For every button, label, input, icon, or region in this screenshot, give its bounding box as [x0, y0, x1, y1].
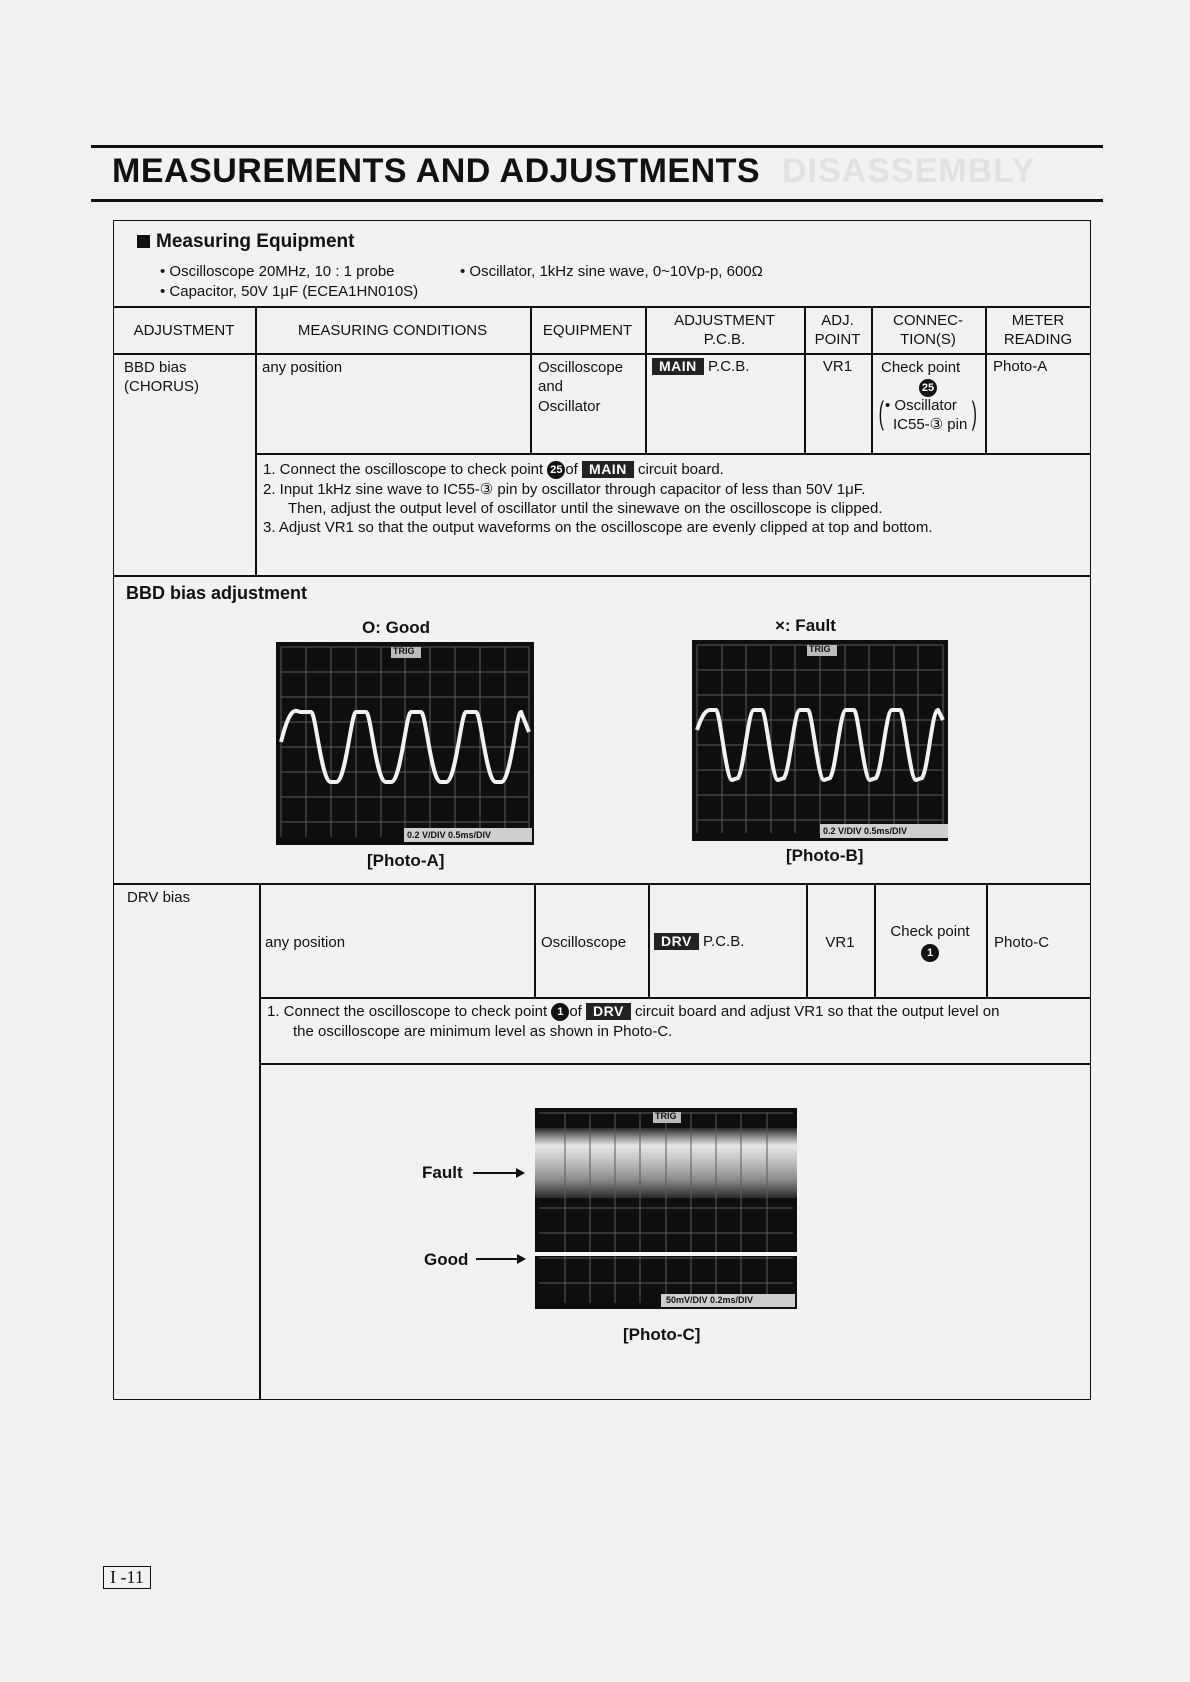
photo-c-trig: TRIG [655, 1111, 677, 1121]
checkpoint-25-icon: 25 [919, 379, 937, 397]
header-bottom-line [113, 353, 1091, 355]
bbd-step-3: 3. Adjust VR1 so that the output waveforms on the oscilloscope are evenly clipped at top and bottom. [263, 519, 933, 536]
header-meter-line2: READING [1003, 331, 1073, 348]
good-arrow-head [517, 1254, 526, 1264]
bbd-step1-of: of [565, 461, 578, 478]
photo-a-trace [276, 642, 534, 845]
drv-connection-line1: Check point [890, 923, 970, 940]
equipment-heading: Measuring Equipment [137, 231, 354, 253]
fault-label: ×: Fault [775, 616, 836, 635]
drv-step1-end: circuit board and adjust VR1 so that the output level on [635, 1003, 1000, 1020]
drv-steps-bottom-line [259, 1063, 1091, 1065]
top-rule [91, 145, 1103, 148]
bbd-equipment-line2: and [538, 378, 564, 395]
photo-c-fault-label: Fault [422, 1163, 463, 1182]
drv-pcb-tag: DRV [586, 1003, 631, 1020]
good-arrow-icon [476, 1258, 522, 1260]
bbd-adjustment-line2: (CHORUS) [124, 378, 199, 395]
header-adj-line2: POINT [814, 331, 861, 348]
header-adj-line1: ADJ. [821, 312, 854, 329]
col-line-1 [255, 306, 257, 576]
ghost-title: DISASSEMBLY [782, 152, 1036, 190]
drv-pcb-suffix: P.C.B. [702, 933, 745, 950]
bbd-step-2: 2. Input 1kHz sine wave to IC55-③ pin by oscillator through capacitor of less than 50V 1μF. [263, 481, 866, 498]
checkpoint-1-icon: 1 [551, 1003, 569, 1021]
drv-meter: Photo-C [994, 934, 1050, 951]
photo-c-good-label: Good [424, 1250, 469, 1269]
drv-conditions: any position [265, 934, 346, 951]
drv-pcb-tag: DRV [654, 933, 699, 950]
drv-equipment: Oscilloscope [541, 934, 627, 951]
photo-b-scale: 0.2 V/DIV 0.5ms/DIV [823, 826, 908, 836]
bbd-step-1 [263, 460, 724, 479]
title-underline [91, 199, 1103, 202]
photo-b-scope [692, 640, 948, 841]
header-meter-line1: METER [1011, 312, 1065, 329]
photo-b-trig: TRIG [809, 644, 831, 654]
header-conditions: MEASURING CONDITIONS [297, 322, 488, 339]
bbd-step-2b: Then, adjust the output level of oscillator until the sinewave on the oscilloscope is clipped. [288, 500, 883, 517]
drv-col-line-3 [648, 883, 650, 998]
drv-connection-point [874, 943, 986, 962]
drv-step-1b: the oscilloscope are minimum level as shown in Photo-C. [293, 1023, 673, 1040]
drv-col-line-1 [259, 883, 261, 1400]
checkpoint-1-icon: 1 [921, 944, 939, 962]
bbd-step1-end: circuit board. [637, 461, 724, 478]
photo-a-scope [276, 642, 534, 845]
drv-step1-text: 1. Connect the oscilloscope to check point [267, 1003, 548, 1020]
header-top-line [113, 306, 1091, 308]
drv-step-1 [267, 1002, 999, 1021]
equipment-item-oscilloscope: • Oscilloscope 20MHz, 10 : 1 probe [160, 263, 395, 280]
bbd-step1-text: 1. Connect the oscilloscope to check point [263, 461, 544, 478]
photo-c-trace [535, 1108, 797, 1309]
photo-a-scale: 0.2 V/DIV 0.5ms/DIV [407, 830, 492, 840]
header-pcb-line2: P.C.B. [703, 331, 746, 348]
checkpoint-25-icon: 25 [547, 461, 565, 479]
bbd-equipment-line1: Oscilloscope [538, 359, 624, 376]
bbd-connection-bracket-left: ( [878, 395, 884, 431]
bbd-equipment-line3: Oscillator [538, 398, 601, 415]
bbd-connection-bracket-right: ) [971, 395, 977, 431]
photo-a-caption: [Photo-A] [367, 851, 445, 870]
main-pcb-tag: MAIN [652, 358, 704, 375]
equipment-item-oscillator: • Oscillator, 1kHz sine wave, 0~10Vp-p, 600Ω [460, 263, 763, 280]
photo-b-trace [692, 640, 948, 841]
bbd-pcb [652, 357, 749, 376]
drv-col-line-6 [986, 883, 988, 998]
page-number: I -11 [103, 1566, 151, 1589]
bbd-photos-heading: BBD bias adjustment [126, 583, 308, 603]
bbd-connection-line1: Check point [881, 359, 961, 376]
drv-row-bottom-line [259, 997, 1091, 999]
bbd-connection-point [871, 378, 985, 397]
photo-b-caption: [Photo-B] [786, 846, 864, 865]
bbd-row-bottom-line [255, 453, 1091, 455]
square-bullet-icon [137, 235, 150, 248]
equipment-item-capacitor: • Capacitor, 50V 1μF (ECEA1HN010S) [160, 283, 419, 300]
header-conn-line2: TION(S) [900, 331, 956, 348]
photo-c-scope [535, 1108, 797, 1309]
main-pcb-tag: MAIN [582, 461, 634, 478]
bbd-steps-bottom-line [113, 575, 1091, 577]
bbd-adj-point: VR1 [822, 358, 853, 375]
header-adjustment: ADJUSTMENT [133, 322, 235, 339]
bbd-adjustment-line1: BBD bias [124, 359, 187, 376]
bbd-connection-line3: IC55-③ pin [893, 416, 968, 433]
photo-a-trig: TRIG [393, 646, 415, 656]
bbd-pcb-suffix: P.C.B. [707, 358, 750, 375]
header-pcb-line1: ADJUSTMENT [674, 312, 775, 329]
drv-adjustment: DRV bias [127, 889, 191, 906]
drv-col-line-2 [534, 883, 536, 998]
fault-arrow-icon [473, 1172, 521, 1174]
bbd-conditions: any position [262, 359, 343, 376]
header-conn-line1: CONNEC- [893, 312, 963, 329]
fault-arrow-head [516, 1168, 525, 1178]
bbd-connection-line2: • Oscillator [885, 397, 957, 414]
photo-c-caption: [Photo-C] [623, 1325, 701, 1344]
header-equipment: EQUIPMENT [542, 322, 633, 339]
good-label: O: Good [362, 618, 430, 637]
drv-pcb [654, 932, 744, 951]
drv-adj-point: VR1 [825, 934, 855, 951]
page-title: MEASUREMENTS AND ADJUSTMENTS [112, 152, 761, 190]
drv-step1-of: of [569, 1003, 582, 1020]
photo-c-scale: 50mV/DIV 0.2ms/DIV [666, 1295, 754, 1305]
bbd-meter: Photo-A [993, 358, 1048, 375]
